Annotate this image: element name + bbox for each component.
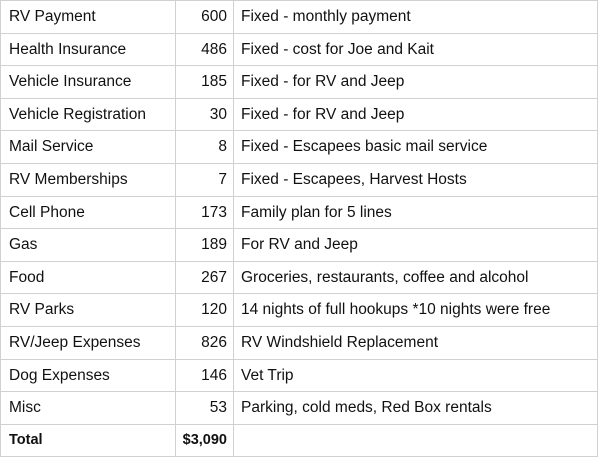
amount-cell: 173 [176,196,234,229]
amount-cell: 53 [176,392,234,425]
table-row [1,359,598,392]
amount-cell: 486 [176,33,234,66]
table-row [1,229,598,262]
category-cell: Mail Service [1,131,176,164]
table-row [1,163,598,196]
category-cell: Health Insurance [1,33,176,66]
category-cell: Cell Phone [1,196,176,229]
note-cell: Vet Trip [234,359,598,392]
note-cell: Fixed - Escapees, Harvest Hosts [234,163,598,196]
category-cell: RV Memberships [1,163,176,196]
amount-cell: 826 [176,326,234,359]
amount-cell: 7 [176,163,234,196]
category-cell: RV Payment [1,1,176,34]
amount-cell: 120 [176,294,234,327]
amount-cell: 600 [176,1,234,34]
table-row [1,261,598,294]
note-cell: Parking, cold meds, Red Box rentals [234,392,598,425]
table-row [1,392,598,425]
table-row [1,1,598,34]
category-cell: Dog Expenses [1,359,176,392]
amount-cell: 8 [176,131,234,164]
total-row [1,424,598,457]
note-cell: For RV and Jeep [234,229,598,262]
category-cell: Misc [1,392,176,425]
category-cell: Food [1,261,176,294]
table-row [1,326,598,359]
table-row [1,98,598,131]
table-row [1,196,598,229]
table-row [1,131,598,164]
amount-cell: 267 [176,261,234,294]
note-cell: Family plan for 5 lines [234,196,598,229]
amount-cell: 189 [176,229,234,262]
note-cell: Fixed - Escapees basic mail service [234,131,598,164]
category-cell: Vehicle Insurance [1,66,176,99]
note-cell: 14 nights of full hookups *10 nights were free [234,294,598,327]
table-row [1,33,598,66]
note-cell: Groceries, restaurants, coffee and alcohol [234,261,598,294]
note-cell: Fixed - cost for Joe and Kait [234,33,598,66]
category-cell: Gas [1,229,176,262]
note-cell: RV Windshield Replacement [234,326,598,359]
category-cell: RV Parks [1,294,176,327]
amount-cell: 185 [176,66,234,99]
table-row [1,66,598,99]
amount-cell: 30 [176,98,234,131]
category-cell: Vehicle Registration [1,98,176,131]
note-cell: Fixed - for RV and Jeep [234,98,598,131]
amount-cell: 146 [176,359,234,392]
total-amount: $3,090 [176,424,234,457]
category-cell: RV/Jeep Expenses [1,326,176,359]
total-label: Total [1,424,176,457]
total-note [234,424,598,457]
note-cell: Fixed - for RV and Jeep [234,66,598,99]
table-row [1,294,598,327]
note-cell: Fixed - monthly payment [234,1,598,34]
